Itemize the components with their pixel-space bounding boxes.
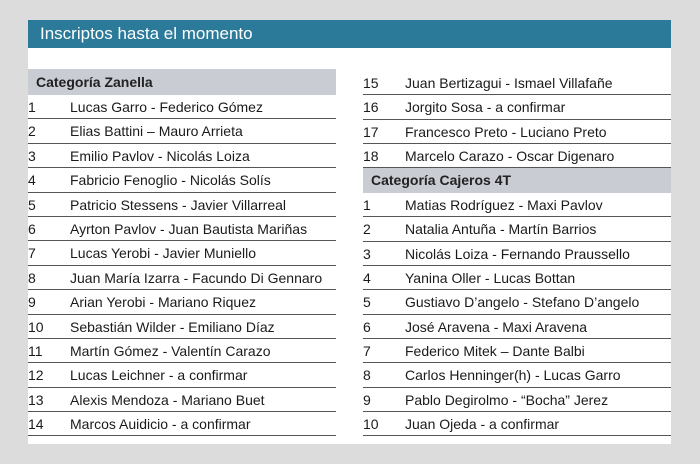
entry-pair: Federico Mitek – Dante Balbi bbox=[405, 342, 585, 359]
list-item bbox=[363, 71, 671, 95]
list-item bbox=[28, 412, 336, 436]
entry-number: 1 bbox=[28, 99, 36, 115]
zanella-list bbox=[28, 95, 336, 436]
list-item bbox=[28, 193, 336, 217]
list-item bbox=[28, 266, 336, 290]
entry-number: 9 bbox=[28, 294, 36, 311]
entry-pair: Lucas Leichner - a confirmar bbox=[70, 367, 248, 384]
entry-number: 17 bbox=[363, 123, 379, 140]
entry-pair: José Aravena - Maxi Aravena bbox=[405, 318, 588, 335]
entry-number: 10 bbox=[28, 318, 44, 335]
entry-number: 11 bbox=[28, 342, 43, 359]
list-item bbox=[28, 144, 336, 168]
entry-number: 14 bbox=[28, 416, 44, 433]
list-item bbox=[28, 339, 336, 363]
entry-pair: Fabricio Fenoglio - Nicolás Solís bbox=[70, 172, 271, 189]
entry-pair: Lucas Yerobi - Javier Muniello bbox=[70, 245, 256, 262]
entry-pair: Natalia Antuña - Martín Barrios bbox=[405, 221, 597, 238]
entry-number: 1 bbox=[363, 197, 371, 214]
entry-pair: Ayrton Pavlov - Juan Bautista Mariñas bbox=[70, 220, 308, 237]
entry-pair: Francesco Preto - Luciano Preto bbox=[405, 123, 607, 140]
list-item bbox=[28, 388, 336, 412]
entry-number: 13 bbox=[28, 391, 44, 408]
entry-pair: Gustiavo D’angelo - Stefano D’angelo bbox=[405, 294, 640, 311]
entry-pair: Juan Ojeda - a confirmar bbox=[405, 415, 560, 432]
list-item bbox=[363, 266, 671, 290]
entry-pair: Martín Gómez - Valentín Carazo bbox=[70, 342, 271, 359]
entry-pair: Alexis Mendoza - Mariano Buet bbox=[70, 391, 265, 408]
list-item bbox=[363, 242, 671, 266]
list-item bbox=[28, 95, 336, 119]
right-column bbox=[363, 71, 671, 436]
entry-pair: Patricio Stessens - Javier Villarreal bbox=[70, 196, 287, 213]
entry-pair: Lucas Garro - Federico Gómez bbox=[70, 99, 263, 115]
entry-number: 16 bbox=[363, 99, 379, 116]
entry-pair: Marcos Auidicio - a confirmar bbox=[70, 416, 251, 433]
list-item bbox=[28, 119, 336, 143]
entry-pair: Emilio Pavlov - Nicolás Loiza bbox=[70, 147, 250, 164]
list-item bbox=[28, 363, 336, 387]
entry-number: 6 bbox=[28, 220, 36, 237]
entry-pair: Jorgito Sosa - a confirmar bbox=[405, 99, 566, 116]
entry-pair: Yanina Oller - Lucas Bottan bbox=[405, 270, 576, 287]
entry-pair: Juan María Izarra - Facundo Di Gennaro bbox=[70, 269, 323, 286]
entry-number: 8 bbox=[28, 269, 36, 286]
entry-pair: Nicolás Loiza - Fernando Praussello bbox=[405, 245, 630, 262]
entry-number: 8 bbox=[363, 367, 371, 384]
entry-number: 9 bbox=[363, 391, 371, 408]
list-item bbox=[363, 412, 671, 436]
entry-number: 12 bbox=[28, 367, 44, 384]
category-header-zanella: Categoría Zanella bbox=[28, 69, 336, 95]
entry-pair: Matias Rodríguez - Maxi Pavlov bbox=[405, 197, 603, 214]
list-item bbox=[363, 388, 671, 412]
entry-pair: Carlos Henninger(h) - Lucas Garro bbox=[405, 367, 621, 384]
entry-number: 7 bbox=[28, 245, 36, 262]
entry-number: 7 bbox=[363, 342, 371, 359]
entry-pair: Juan Bertizagui - Ismael Villafañe bbox=[405, 75, 613, 91]
list-item bbox=[28, 315, 336, 339]
entry-pair: Elias Battini – Mauro Arrieta bbox=[70, 123, 243, 140]
list-item bbox=[363, 120, 671, 144]
entry-pair: Sebastián Wilder - Emiliano Díaz bbox=[70, 318, 275, 335]
list-item bbox=[28, 241, 336, 265]
entry-pair: Marcelo Carazo - Oscar Digenaro bbox=[405, 147, 615, 164]
entry-number: 3 bbox=[363, 245, 371, 262]
list-item bbox=[363, 95, 671, 119]
entry-number: 5 bbox=[28, 196, 36, 213]
registrants-panel bbox=[28, 20, 671, 444]
entry-number: 6 bbox=[363, 318, 371, 335]
entry-pair: Arian Yerobi - Mariano Riquez bbox=[70, 294, 256, 311]
list-item bbox=[363, 339, 671, 363]
entry-number: 5 bbox=[363, 294, 371, 311]
list-item bbox=[28, 168, 336, 192]
entry-number: 18 bbox=[363, 147, 379, 164]
entry-pair: Pablo Degirolmo - “Bocha” Jerez bbox=[405, 391, 609, 408]
entry-number: 4 bbox=[363, 270, 371, 287]
entry-number: 2 bbox=[363, 221, 371, 238]
list-item bbox=[363, 315, 671, 339]
list-item bbox=[28, 217, 336, 241]
list-item bbox=[363, 193, 671, 217]
entry-number: 2 bbox=[28, 123, 36, 140]
category-header-cajeros: Categoría Cajeros 4T bbox=[363, 168, 671, 193]
left-column bbox=[28, 69, 336, 436]
list-item bbox=[28, 290, 336, 314]
entry-number: 10 bbox=[363, 415, 379, 432]
entry-number: 3 bbox=[28, 147, 36, 164]
list-item bbox=[363, 144, 671, 168]
entry-number: 4 bbox=[28, 172, 36, 189]
panel-title: Inscriptos hasta el momento bbox=[28, 20, 671, 48]
entry-number: 15 bbox=[363, 75, 379, 91]
list-item bbox=[363, 363, 671, 387]
cajeros-list bbox=[363, 193, 671, 436]
list-item bbox=[363, 290, 671, 314]
list-item bbox=[363, 217, 671, 241]
zanella-list-continued bbox=[363, 71, 671, 168]
